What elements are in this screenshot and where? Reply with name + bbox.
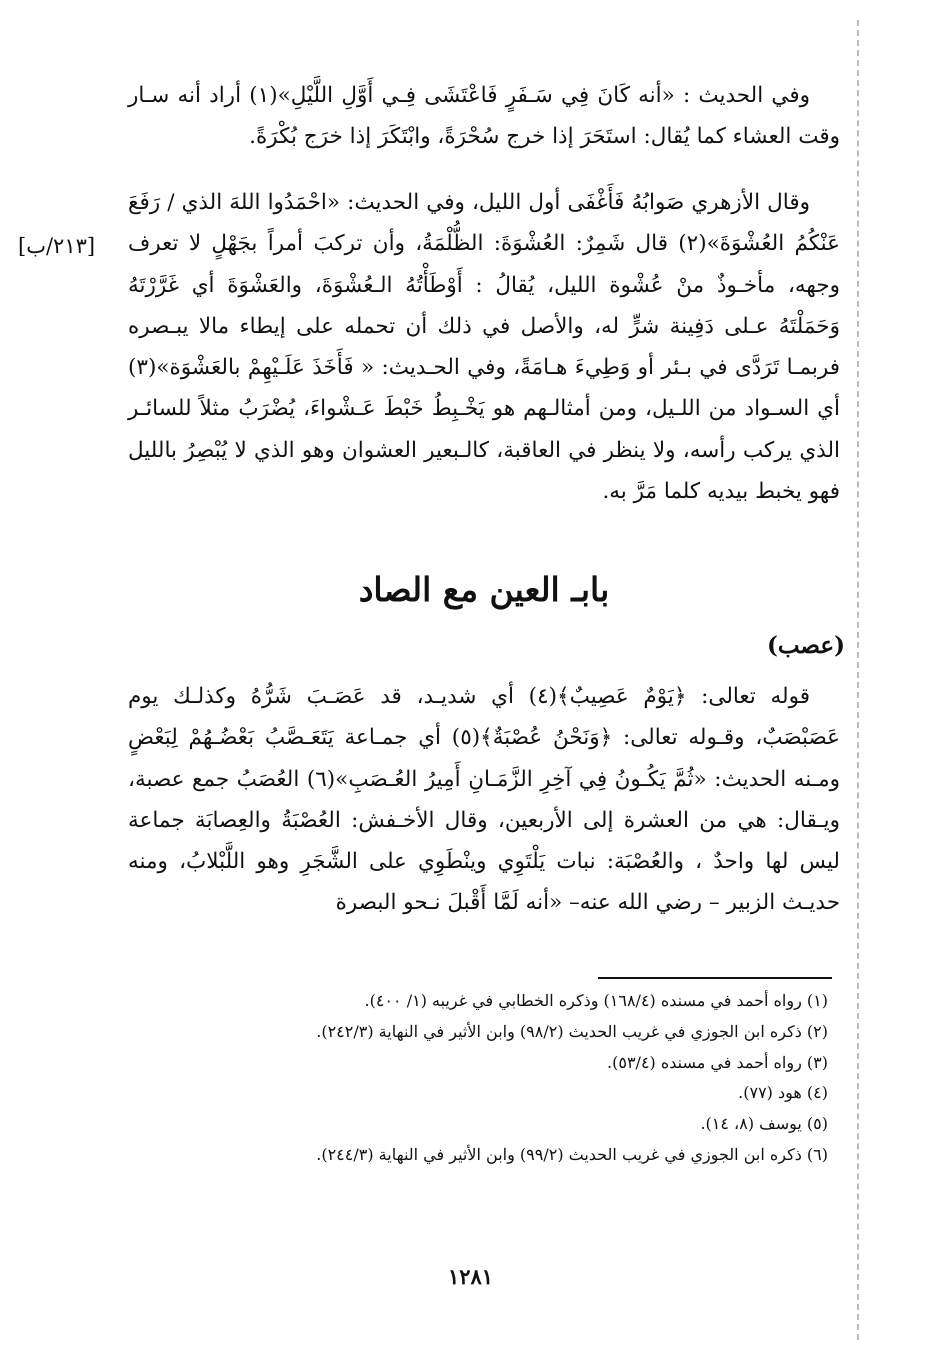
text-line: وفي الحديث : «أنه كَانَ فِي سَـفَرٍ فَاعْتَشَى فِـي أَوَّلِ اللَّيْلِ»(١) أراد أنه سـار [128,83,810,108]
text-line: والعِصابَة جماعة ليس لها واحدٌ ، والعُصْبَة: نبات يَلْتَوِي وينْطَوِي على الشَّجَرِ [128,807,840,875]
text-line: وهو الذي لا يُبْصِرُ بالليل فهو يخبط بيديه كلما مَرَّ به. [128,437,840,505]
manuscript-folio-ref: [٢١٣/ب] [18,234,96,258]
text-line: غَرَّرْتَهُ وَحَمَلْتَهُ عـلى دَفِينة شرٍّ له، والأصل في ذلك أن تحمله على إيطاء مالا [128,272,840,339]
paragraph-hadith-travel [128,75,840,158]
footnote-separator [598,977,832,979]
chapter-title: بابـ العين مع الصاد [358,570,610,609]
footnote-6: (٦) ذكره ابن الجوزي في غريب الحديث (٩٩/٢) وابن الأثير في النهاية (٢٤٤/٣). [316,1144,828,1164]
text-line: / رَفَعَ عَنْكُمُ العُشْوَةَ»(٢) قال شَمِرٌ: العُشْوَةَ: الظُّلْمَةُ، وأن تركبَ أمراً بجَهْلٍ لا [128,190,840,257]
text-line: بالعَشْوَة»(٣) أي السـواد من اللـيل، ومن أمثالـهم هو يَخْـبِطُ خَبْطَ عَـشْواءَ، [128,355,840,422]
footnote-2: (٢) ذكره ابن الجوزي في غريب الحديث (٩٨/٢) وابن الأثير في النهاية (٢٤٢/٣). [316,1021,828,1041]
paragraph-text [128,676,840,924]
text-line: يُضْرَبُ مثلاً للسائـر الذي يركب رأسه، ولا ينظر في العاقبة، كالـبعير العشوان [128,396,840,463]
footnote-5: (٥) يوسف (٨، ١٤). [700,1114,828,1134]
text-line: وقال الأزهري صَوابُهُ فَأَغْفَى أول الليل، وفي الحديث: «احْمَدُوا اللهَ الذي [181,190,810,215]
text-line: عَصَبْصَبٌ، وقـوله تعالى: ﴿وَنَحْنُ عُصْبَةٌ﴾(٥) أي جمـاعة يَتَعَـصَّبُ بَعْضُـهُمْ [188,725,840,751]
paragraph-asab [128,676,840,924]
footnote-4: (٤) هود (٧٧). [738,1083,828,1103]
text-line: يبـصره فربمـا تَرَدَّى في بـئر أو وَطِيءَ هـامَةً، وفي الحـديث: « فَأَخَذَ عَلَـيْهِمْ [128,313,840,381]
paragraph-text [128,182,840,512]
margin-guide [857,20,861,1340]
footnotes [128,986,828,1171]
footnote-1: (١) رواه أحمد في مسنده (١٦٨/٤) وذكره الخطابي في غريبه (١/ ٤٠٠). [364,991,828,1010]
page-number: ١٢٨١ [447,1264,494,1289]
footnote-3: (٣) رواه أحمد في مسنده (٥٣/٤). [607,1052,828,1072]
entry-title: (عصب) [766,632,845,659]
text-line: وهو اللَّبْلابُ، ومنه حديـث الزبير – رضي الله عنه– «أنه لَمَّا أَقْبلَ نـحو البصرة [128,849,840,916]
text-line: وقت العشاء كما يُقال: استَحَرَ إذا خرج سُحْرَةً، وابْتَكَرَ إذا خرَج بُكْرَةً. [249,124,840,150]
text-line: جمع عصبة، ويـقال: هي من العشرة إلى الأربعين، وقال الأخـفش: العُصْبَةُ [128,766,840,833]
paragraph-text [128,75,840,158]
text-line: تعرف وجهه، مأخـوذٌ منْ عُشْوة الليل، يُقالُ : أَوْطَأْتُهُ الـعُشْوَةَ، والعَشْوَةَ أي [128,231,840,298]
text-line: لِبَعْضٍ ومـنه الحديث: «ثُمَّ يَكُـونُ فِي آخِرِ الزَّمَـانِ أَمِيرُ العُـصَبِ»(٦) العُصَبُ [128,725,840,792]
paragraph-azhari [128,182,840,512]
text-line: قوله تعالى: ﴿يَوْمٌ عَصِيبٌ﴾(٤) أي شديـد، قد عَصَـبَ شَرُّهُ وكذلـك يوم [128,684,810,709]
